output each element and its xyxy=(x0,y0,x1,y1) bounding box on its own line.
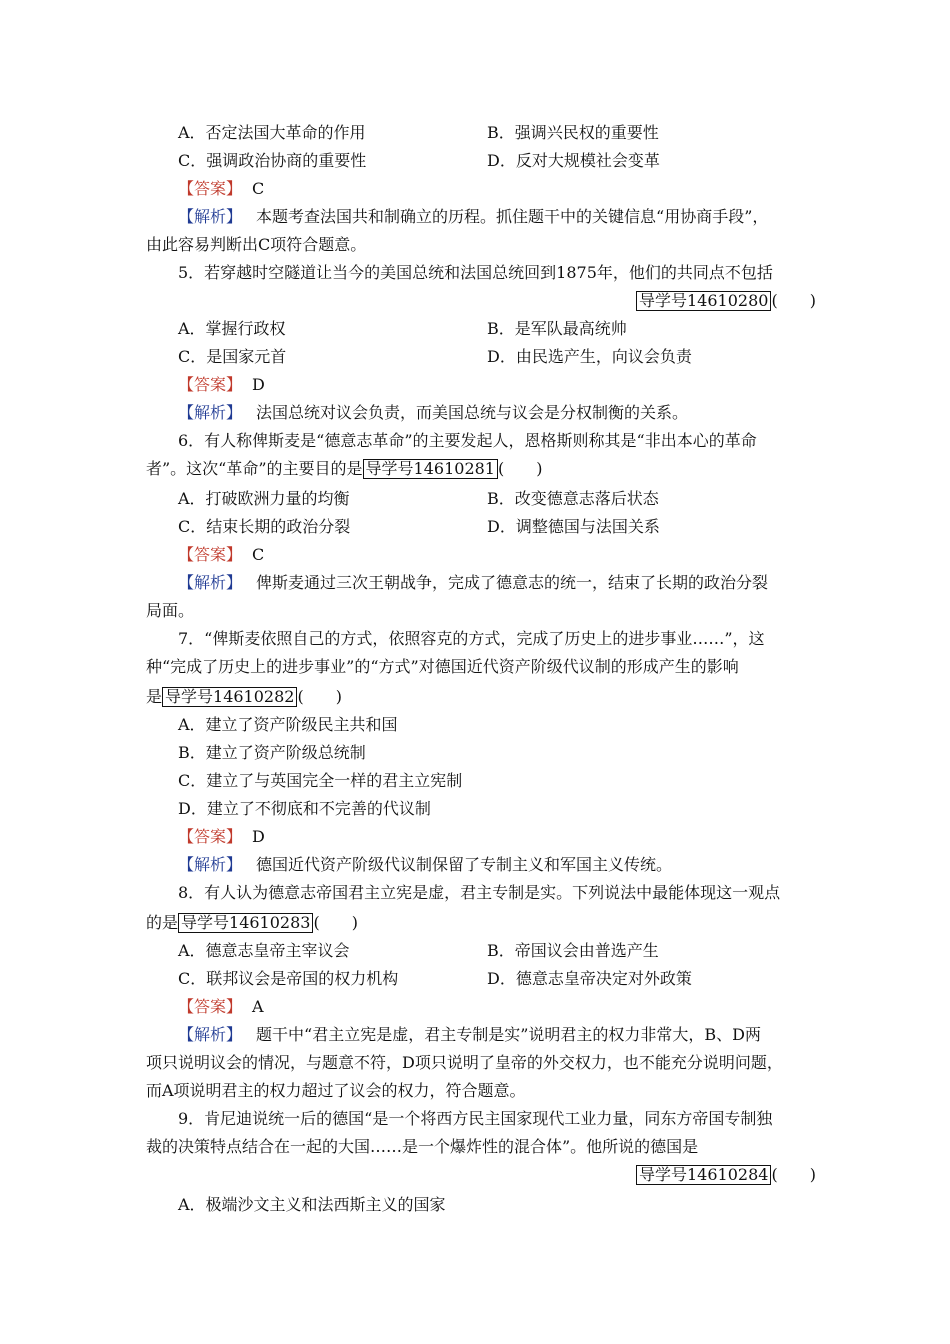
q8-answer xyxy=(178,996,264,1018)
q4-explanation-line2: 由此容易判断出C项符合题意。 xyxy=(146,235,367,254)
q7-stem-line1: 7．“俾斯麦依照自己的方式，依照容克的方式，完成了历史上的进步事业……”，这 xyxy=(178,629,765,648)
q5-stem: 5．若穿越时空隧道让当今的美国总统和法国总统回到1875年，他们的共同点不包括 xyxy=(178,263,773,282)
q6-explanation-line2: 局面。 xyxy=(146,601,195,620)
q7-explanation xyxy=(178,854,672,876)
answer-value: C xyxy=(252,179,265,198)
answer-tag: 【答案】 xyxy=(178,545,243,564)
explanation-tag: 【解析】 xyxy=(178,403,243,422)
stem-text: 者”。这次“革命”的主要目的是 xyxy=(146,459,363,478)
q5-option-c: C．是国家元首 xyxy=(178,347,287,366)
q6-stem-line2 xyxy=(146,458,543,480)
q5-option-a: A．掌握行政权 xyxy=(178,319,286,338)
q5-option-d: D．由民选产生，向议会负责 xyxy=(487,347,692,366)
answer-tag: 【答案】 xyxy=(178,375,243,394)
q6-stem-line1: 6．有人称俾斯麦是“德意志革命”的主要发起人，恩格斯则称其是“非出本心的革命 xyxy=(178,431,757,450)
q7-option-a: A．建立了资产阶级民主共和国 xyxy=(178,715,398,734)
q9-stem-line2: 裁的决策特点结合在一起的大国……是一个爆炸性的混合体”。他所说的德国是 xyxy=(146,1137,699,1156)
q8-option-b: B．帝国议会由普选产生 xyxy=(487,941,659,960)
q8-option-d: D．德意志皇帝决定对外政策 xyxy=(487,969,692,988)
explanation-text: 本题考查法国共和制确立的历程。抓住题干中的关键信息“用协商手段”， xyxy=(256,207,769,226)
q4-option-a: A．否定法国大革命的作用 xyxy=(178,123,366,142)
guide-number-box: 导学号14610282 xyxy=(162,687,297,707)
q8-explanation-line3: 而A项说明君主的权力超过了议会的权力，符合题意。 xyxy=(146,1081,526,1100)
q5-ref xyxy=(636,290,816,312)
q9-ref xyxy=(636,1164,816,1186)
answer-paren: ( ) xyxy=(297,687,342,706)
q5-answer xyxy=(178,374,265,396)
q8-stem-line1: 8．有人认为德意志帝国君主立宪是虚，君主专制是实。下列说法中最能体现这一观点 xyxy=(178,883,781,902)
q6-option-d: D．调整德国与法国关系 xyxy=(487,517,660,536)
explanation-text: 题干中“君主立宪是虚，君主专制是实”说明君主的权力非常大，B、D两 xyxy=(256,1025,761,1044)
q8-explanation-line2: 项只说明议会的情况，与题意不符，D项只说明了皇帝的外交权力，也不能充分说明问题， xyxy=(146,1053,783,1072)
answer-paren: ( ) xyxy=(771,291,816,310)
answer-paren: ( ) xyxy=(771,1165,816,1184)
answer-value: D xyxy=(252,827,265,846)
q7-option-d: D．建立了不彻底和不完善的代议制 xyxy=(178,799,431,818)
q5-option-b: B．是军队最高统帅 xyxy=(487,319,627,338)
q6-option-a: A．打破欧洲力量的均衡 xyxy=(178,489,350,508)
q7-stem-line2: 种“完成了历史上的进步事业”的“方式”对德国近代资产阶级代议制的形成产生的影响 xyxy=(146,657,739,676)
q4-option-c: C．强调政治协商的重要性 xyxy=(178,151,367,170)
answer-tag: 【答案】 xyxy=(178,827,243,846)
answer-tag: 【答案】 xyxy=(178,997,243,1016)
explanation-tag: 【解析】 xyxy=(178,207,243,226)
answer-value: C xyxy=(252,545,265,564)
q4-option-d: D．反对大规模社会变革 xyxy=(487,151,660,170)
q7-stem-line3 xyxy=(146,686,342,708)
answer-tag: 【答案】 xyxy=(178,179,243,198)
answer-value: A xyxy=(252,997,264,1016)
explanation-tag: 【解析】 xyxy=(178,855,243,874)
q4-answer xyxy=(178,178,264,200)
explanation-text: 俾斯麦通过三次王朝战争，完成了德意志的统一，结束了长期的政治分裂 xyxy=(256,573,769,592)
q9-option-a: A．极端沙文主义和法西斯主义的国家 xyxy=(178,1195,446,1214)
explanation-tag: 【解析】 xyxy=(178,573,243,592)
q4-option-b: B．强调兴民权的重要性 xyxy=(487,123,659,142)
q6-option-b: B．改变德意志落后状态 xyxy=(487,489,659,508)
q7-option-c: C．建立了与英国完全一样的君主立宪制 xyxy=(178,771,463,790)
answer-paren: ( ) xyxy=(498,459,543,478)
q6-explanation xyxy=(178,572,768,594)
answer-paren: ( ) xyxy=(313,913,358,932)
explanation-text: 德国近代资产阶级代议制保留了专制主义和军国主义传统。 xyxy=(256,855,673,874)
q7-answer xyxy=(178,826,265,848)
q7-option-b: B．建立了资产阶级总统制 xyxy=(178,743,366,762)
explanation-text: 法国总统对议会负责，而美国总统与议会是分权制衡的关系。 xyxy=(256,403,689,422)
q8-explanation xyxy=(178,1024,761,1046)
guide-number-box: 导学号14610284 xyxy=(636,1165,771,1185)
q5-explanation xyxy=(178,402,688,424)
q9-stem-line1: 9．肯尼迪说统一后的德国“是一个将西方民主国家现代工业力量，同东方帝国专制独 xyxy=(178,1109,773,1128)
stem-text: 是 xyxy=(146,687,163,706)
q8-stem-line2 xyxy=(146,912,358,934)
answer-value: D xyxy=(252,375,265,394)
q4-explanation xyxy=(178,206,768,228)
guide-number-box: 导学号14610280 xyxy=(636,291,771,311)
q6-option-c: C．结束长期的政治分裂 xyxy=(178,517,351,536)
q6-answer xyxy=(178,544,264,566)
q8-option-c: C．联邦议会是帝国的权力机构 xyxy=(178,969,399,988)
guide-number-box: 导学号14610283 xyxy=(178,913,313,933)
guide-number-box: 导学号14610281 xyxy=(363,459,498,479)
explanation-tag: 【解析】 xyxy=(178,1025,243,1044)
stem-text: 的是 xyxy=(146,913,179,932)
q8-option-a: A．德意志皇帝主宰议会 xyxy=(178,941,350,960)
